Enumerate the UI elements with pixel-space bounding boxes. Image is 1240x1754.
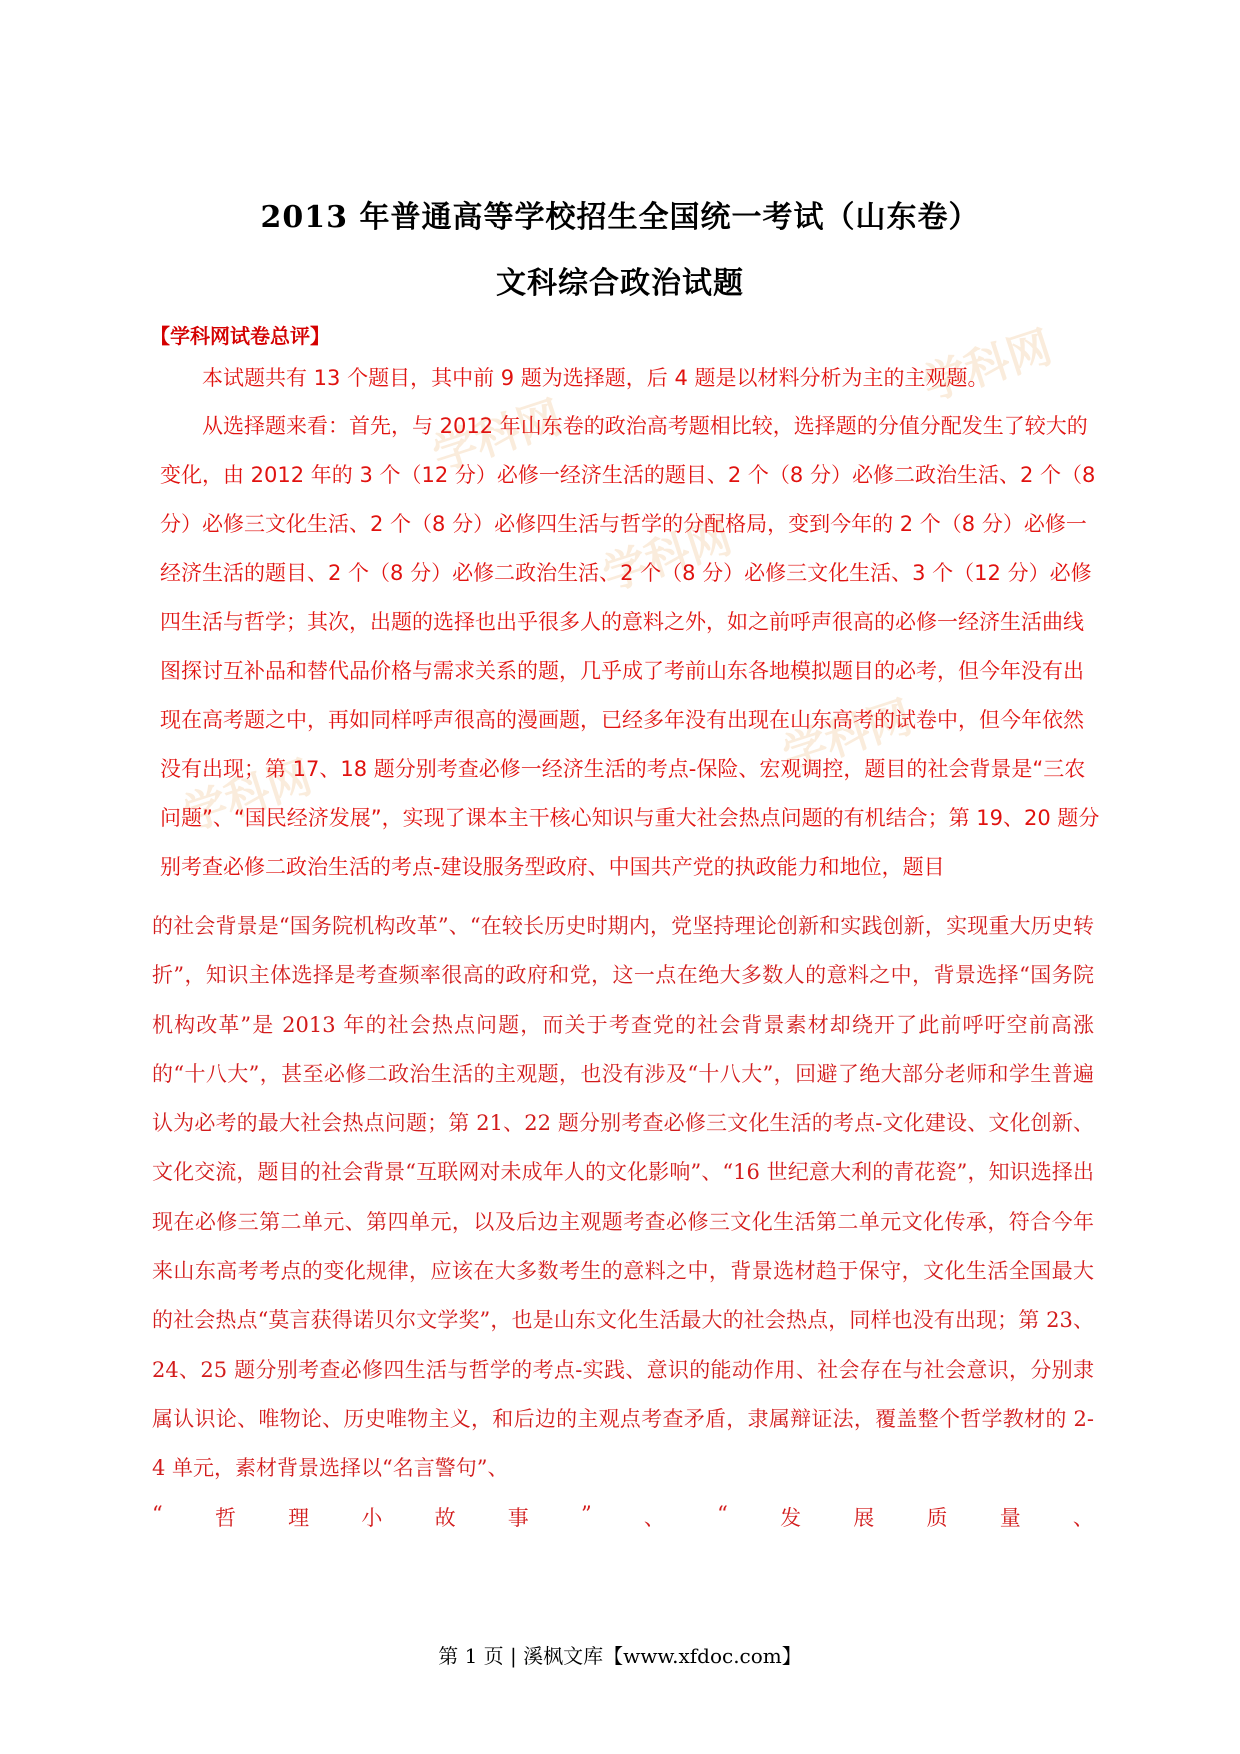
watermark-logo: 学科网	[426, 391, 569, 481]
watermark-logo: 学科网	[176, 751, 319, 841]
summary-intro: 本试题共有 13 个题目，其中前 9 题为选择题，后 4 题是以材料分析为主的主观题。	[202, 366, 989, 390]
spread-char: 理	[288, 1506, 310, 1530]
document-subtitle: 文科综合政治试题	[496, 266, 744, 301]
spread-char: “	[717, 1502, 728, 1526]
spread-char: 哲	[214, 1506, 236, 1530]
watermark-logo: 学科网	[916, 321, 1059, 411]
spread-char: 小	[361, 1506, 383, 1530]
spread-char: 事	[507, 1506, 529, 1530]
watermark-logo: 学科网	[776, 691, 919, 781]
spread-char: 、	[643, 1506, 665, 1530]
summary-paragraph: 从选择题来看：首先，与 2012 年山东卷的政治高考题相比较，选择题的分值分配发生了较大的变化，由 2012 年的 3 个（12 分）必修一经济生活的题目、2 个（8 分）必修二政治生活、2 个（8 分）必修三文化生活、2 个（8 分）必修四生活与哲学的分配格局，变到今年的 2 个（8 分）必修一经济生活的题目、2 个（8 分）必修二政治生活、2 个（8 分）必修三文化生活、3 个（12 分）必修四生活与哲学；其次，出题的选择也出乎很多人的意料之外，如之前呼声很高的必修一经济生活曲线图探讨互补品和替代品价格与需求关系的题，几乎成了考前山东各地模拟题目的必考，但今年没有出现在高考题之中，再如同样呼声很高的漫画题，已经多年没有出现在山东高考的试卷中，但今年依然没有出现；第 17、18 题分别考查必修一经济生活的考点-保险、宏观调控，题目的社会背景是“三农问题”、“国民经济发展”，实现了课本主干核心知识与重大社会热点问题的有机结合；第 19、20 题分别考查必修二政治生活的考点-建设服务型政府、中国共产党的执政能力和地位，题目	[160, 414, 1100, 879]
justified-last-line	[152, 1502, 1094, 1532]
scanned-summary	[160, 358, 1100, 892]
spread-char: 展	[853, 1506, 875, 1530]
watermark-logo: 学科网	[596, 511, 739, 601]
page-footer: 第 1 页 | 溪枫文库【www.xfdoc.com】	[438, 1644, 802, 1668]
body-paragraph-text: 的社会背景是“国务院机构改革”、“在较长历史时期内，党坚持理论创新和实践创新，实现重大历史转折”，知识主体选择是考查频率很高的政府和党，这一点在绝大多数人的意料之中，背景选择“国务院机构改革”是 2013 年的社会热点问题，而关于考查党的社会背景素材却绕开了此前呼吁空前高涨的“十八大”，甚至必修二政治生活的主观题，也没有涉及“十八大”，回避了绝大部分老师和学生普遍认为必考的最大社会热点问题；第 21、22 题分别考查必修三文化生活的考点-文化建设、文化创新、文化交流，题目的社会背景“互联网对未成年人的文化影响”、“16 世纪意大利的青花瓷”，知识选择出现在必修三第二单元、第四单元，以及后边主观题考查必修三文化生活第二单元文化传承，符合今年来山东高考考点的变化规律，应该在大多数考生的意料之中，背景选材趋于保守，文化生活全国最大的社会热点“莫言获得诺贝尔文学奖”，也是山东文化生活最大的社会热点，同样也没有出现；第 23、24、25 题分别考查必修四生活与哲学的考点-实践、意识的能动作用、社会存在与社会意识，分别隶属认识论、唯物论、历史唯物主义，和后边的主观点考查矛盾，隶属辩证法，覆盖整个哲学教材的 2-4 单元，素材背景选择以“名言警句”、	[152, 914, 1094, 1481]
spread-char: 故	[434, 1506, 456, 1530]
section-heading: 【学科网试卷总评】	[150, 324, 330, 348]
spread-char: 、	[1072, 1506, 1094, 1530]
spread-char: ”	[580, 1502, 592, 1526]
spread-char: 发	[780, 1506, 802, 1530]
spread-char: 量	[999, 1506, 1021, 1530]
spread-char: “	[152, 1502, 163, 1526]
body-paragraph	[152, 902, 1094, 1494]
document-title: 2013 年普通高等学校招生全国统一考试（山东卷）	[260, 200, 980, 235]
spread-char: 质	[926, 1506, 948, 1530]
